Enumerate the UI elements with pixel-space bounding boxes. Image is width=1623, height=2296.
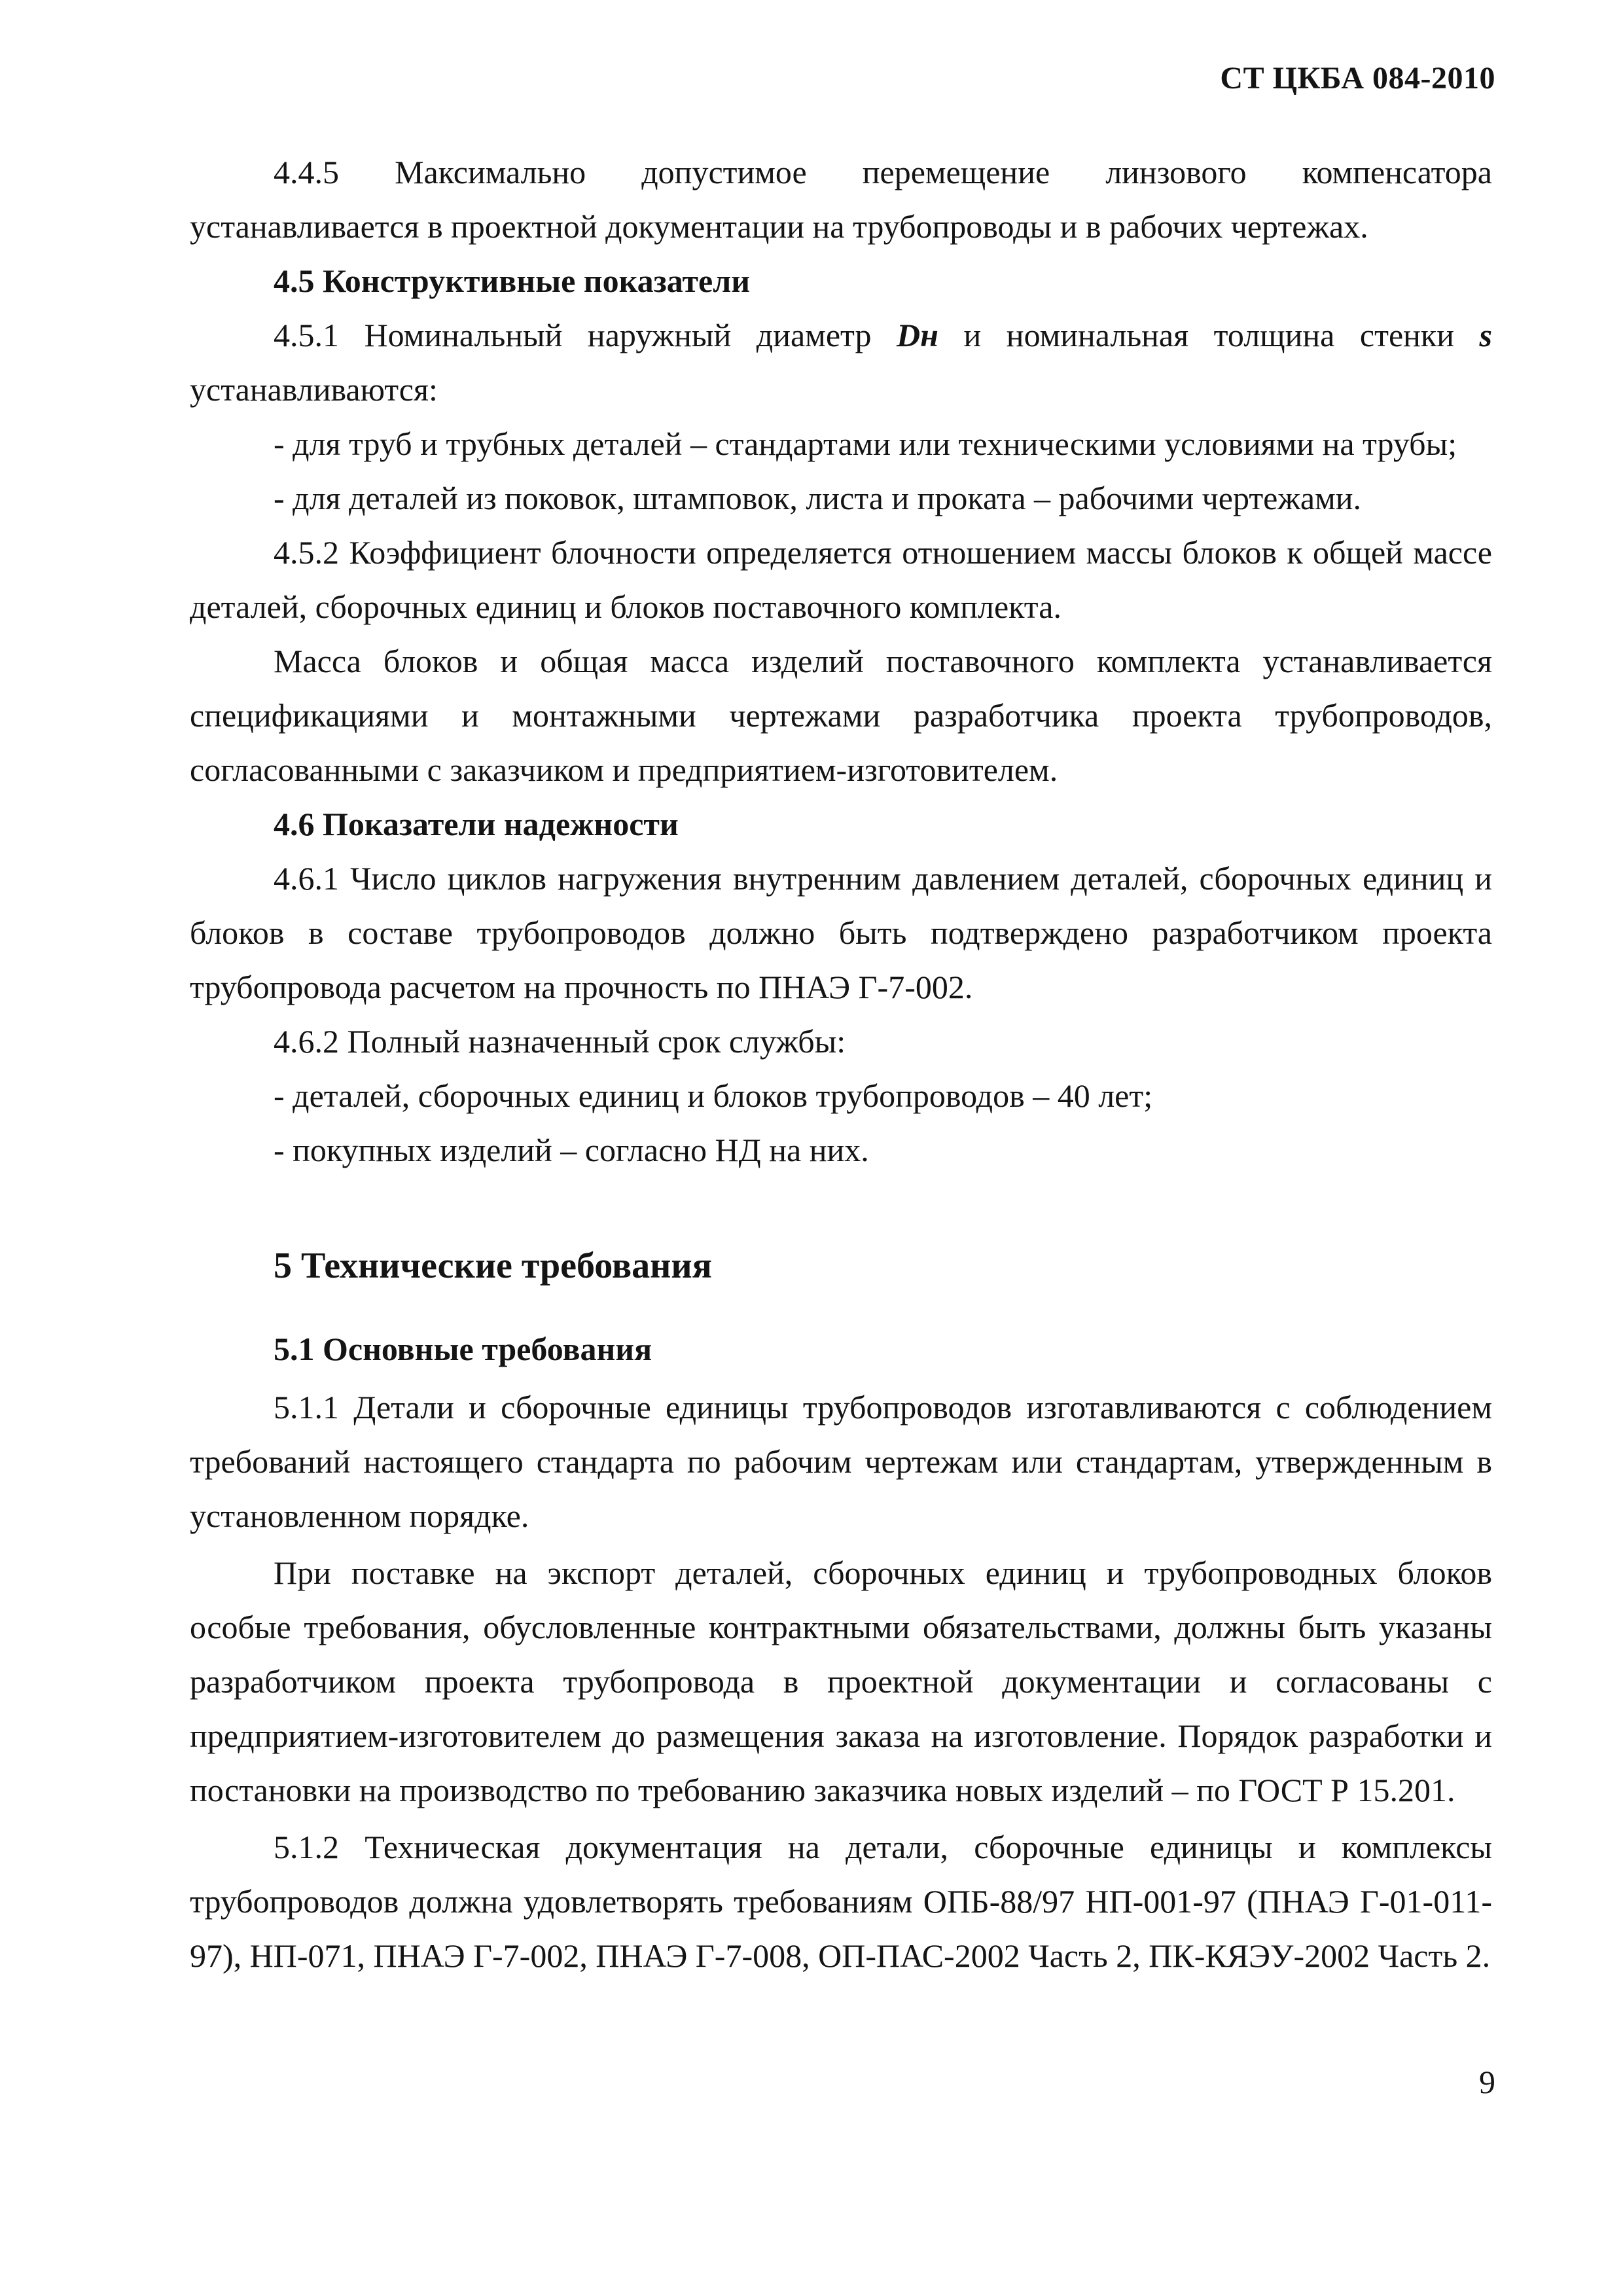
symbol-dn: Dн — [897, 317, 938, 353]
document-body — [190, 145, 1492, 1983]
paragraph-4-6-1: 4.6.1 Число циклов нагружения внутренним давлением деталей, сборочных единиц и блоков в составе трубопроводов должно быть подтверждено разработчиком проекта трубопровода расчетом на прочность по ПНАЭ Г-7-002. — [190, 860, 1492, 1005]
list-item-pipes: - для труб и трубных деталей – стандартами или техническими условиями на трубы; — [274, 425, 1457, 462]
section-heading-5: 5 Технические требования — [274, 1246, 712, 1286]
paragraph-5-1-2: 5.1.2 Техническая документация на детали, сборочные единицы и комплексы трубопроводов должна удовлетворять требованиям ОПБ-88/97 НП-001-97 (ПНАЭ Г-01-011-97), НП-071, ПНАЭ Г-7-002, ПНАЭ Г-7-008, ОП-ПАС-2002 Часть 2, ПК-КЯЭУ-2002 Часть 2. — [190, 1829, 1492, 1974]
subsection-heading-4-6: 4.6 Показатели надежности — [274, 806, 679, 842]
list-item-purchased: - покупных изделий – согласно НД на них. — [274, 1132, 869, 1168]
subsection-heading-5-1: 5.1 Основные требования — [274, 1331, 652, 1367]
paragraph-4-4-5: 4.4.5 Максимально допустимое перемещение линзового компенсатора устанавливается в проектной документации на трубопроводы и в рабочих чертежах. — [190, 154, 1492, 245]
paragraph-4-6-2: 4.6.2 Полный назначенный срок службы: — [274, 1023, 846, 1060]
paragraph-4-5-1 — [190, 308, 1492, 417]
paragraph-4-5-1-text-c: устанавливаются: — [190, 371, 438, 408]
paragraph-5-1-1: 5.1.1 Детали и сборочные единицы трубопроводов изготавливаются с соблюдением требований настоящего стандарта по рабочим чертежам или стандартам, утвержденным в установленном порядке. — [190, 1389, 1492, 1534]
paragraph-4-5-2: 4.5.2 Коэффициент блочности определяется отношением массы блоков к общей массе деталей, сборочных единиц и блоков поставочного комплекта. — [190, 534, 1492, 625]
paragraph-4-5-1-text-b: и номинальная толщина стенки — [938, 317, 1480, 353]
page-number: 9 — [1479, 2064, 1495, 2100]
symbol-s: s — [1479, 317, 1493, 353]
paragraph-4-5-1-text-a: 4.5.1 Номинальный наружный диаметр — [274, 317, 897, 353]
subsection-heading-4-5: 4.5 Конструктивные показатели — [274, 262, 751, 299]
paragraph-block-mass: Масса блоков и общая масса изделий поставочного комплекта устанавливается спецификациями и монтажными чертежами разработчика проекта трубопроводов, согласованными с заказчиком и предприятием-изготовителем. — [190, 643, 1492, 788]
paragraph-export: При поставке на экспорт деталей, сборочных единиц и трубопроводных блоков особые требования, обусловленные контрактными обязательствами, должны быть указаны разработчиком проекта трубопровода в проектной документации и согласованы с предприятием-изготовителем до размещения заказа на изготовление. Порядок разработки и постановки на производство по требованию заказчика новых изделий – по ГОСТ Р 15.201. — [190, 1554, 1492, 1808]
document-code: СТ ЦКБА 084-2010 — [1220, 61, 1495, 96]
list-item-forgings: - для деталей из поковок, штамповок, листа и проката – рабочими чертежами. — [274, 480, 1362, 516]
list-item-service-life: - деталей, сборочных единиц и блоков трубопроводов – 40 лет; — [274, 1077, 1153, 1114]
